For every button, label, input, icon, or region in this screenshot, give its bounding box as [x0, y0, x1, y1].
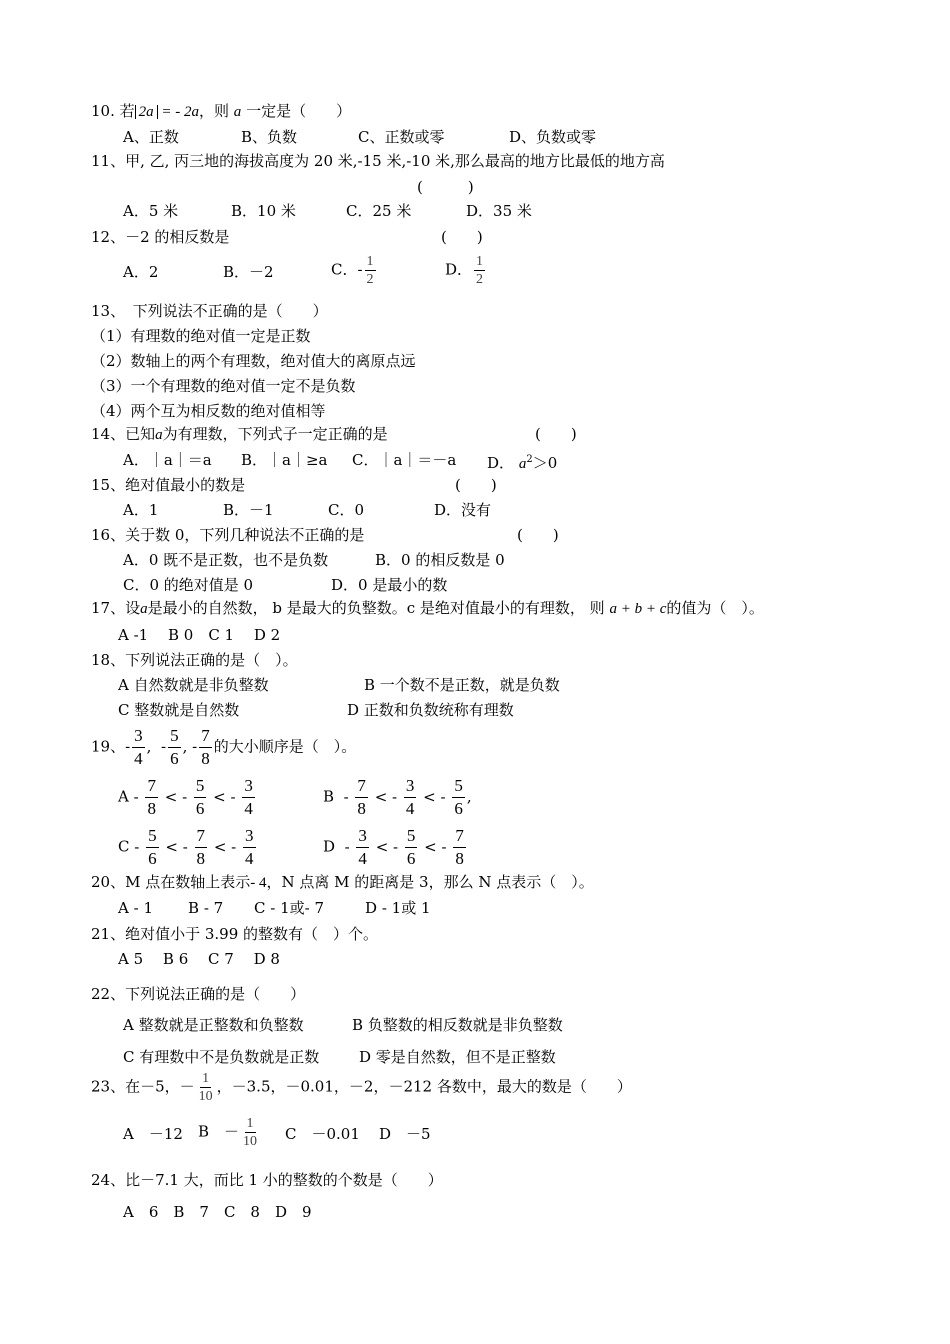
- fraction-numerator: 7: [453, 825, 466, 848]
- q20-option-a-value: - 1: [133, 899, 154, 917]
- q10-option-d: D、负数或零: [509, 128, 597, 146]
- fraction-denominator: 6: [406, 849, 416, 868]
- q20-option-b-value: - 7: [203, 899, 224, 917]
- q19-option-b: B - $\frac{7}{8}$ < - $\frac{3}{4}$ < - $\frac{5}{6}$ ,: [323, 776, 472, 818]
- q21-options: A 5 B 6 C 7 D 8: [118, 950, 280, 968]
- question-14: [91, 425, 388, 444]
- q10-equation: = - 2: [157, 104, 192, 120]
- q14-suffix: 为有理数，下列式子一定正确的是: [162, 425, 388, 443]
- fraction: [168, 725, 181, 770]
- question-19: 19、- $\frac{3}{4}$ , - $\frac{5}{6}$ , - $\frac{7}{8}$ 的大小顺序是（ ）。: [91, 726, 357, 768]
- fraction: [242, 775, 255, 820]
- question-23: [91, 1070, 632, 1105]
- q17-prefix: 17、设: [91, 599, 141, 617]
- q22-option-d: D 零是自然数，但不是正整数: [359, 1048, 556, 1066]
- q19-option-c-label: C: [118, 837, 130, 856]
- q10-option-c: C、正数或零: [358, 128, 445, 146]
- fraction-denominator: 10: [198, 1089, 213, 1104]
- fraction: [405, 825, 418, 870]
- fraction: [146, 825, 159, 870]
- fraction-denominator: 8: [201, 749, 210, 768]
- q18-option-b: B 一个数不是正数，就是负数: [364, 676, 560, 694]
- q20-option-d: [365, 899, 431, 917]
- q10-suffix: 一定是（ ）: [241, 102, 352, 120]
- q15-option-c: C．0: [328, 501, 365, 519]
- q20-option-c: [254, 899, 324, 917]
- q14-var: a: [155, 427, 163, 443]
- q14-option-d: [487, 451, 557, 473]
- q19-option-c: [118, 825, 258, 870]
- fraction-denominator: 4: [134, 749, 143, 768]
- q23-option-b-label: B －: [198, 1122, 240, 1141]
- q14-prefix: 14、已知: [91, 425, 156, 443]
- exponent: 2: [526, 454, 533, 465]
- q10-var: a: [191, 104, 199, 120]
- q14-answer-paren: ( ): [535, 425, 577, 443]
- fraction-denominator: 2: [366, 272, 374, 287]
- fraction: [365, 253, 376, 288]
- fraction-numerator: 3: [404, 775, 417, 798]
- question-11: 11、甲, 乙, 丙三地的海拔高度为 20 米,-15 米,-10 米,那么最高的地方比最低的地方高: [91, 152, 665, 170]
- q13-statement-1: （1）有理数的绝对值一定是正数: [91, 327, 311, 345]
- fraction-denominator: 6: [454, 799, 463, 818]
- q19-option-d-label: D: [323, 837, 336, 856]
- q20-prefix: 20、M 点在数轴上表示: [91, 873, 251, 891]
- fraction-denominator: 6: [148, 849, 157, 868]
- q16-option-c: C．0 的绝对值是 0: [123, 576, 254, 594]
- q12-option-c-label: C．-: [331, 260, 363, 279]
- q20-option-d-label: D: [365, 899, 378, 917]
- q23-option-b: [198, 1115, 261, 1150]
- q23-option-a: A －12: [123, 1125, 183, 1143]
- q19-option-a: [118, 775, 257, 820]
- q11-option-b: B．10 米: [231, 202, 296, 220]
- question-24: 24、比－7.1 大，而比 1 小的整数的个数是（ ）: [91, 1171, 443, 1189]
- question-17: [91, 599, 764, 618]
- q14-option-d-tail: ＞0: [532, 454, 558, 472]
- fraction-denominator: 4: [245, 849, 254, 868]
- fraction-denominator: 6: [195, 799, 205, 818]
- q12-option-c: [331, 253, 378, 288]
- q20-option-b: [188, 899, 223, 917]
- q17-var: a: [140, 601, 148, 617]
- q12-option-d: [445, 253, 487, 288]
- question-16: 16、关于数 0，下列几种说法不正确的是: [91, 526, 365, 544]
- fraction-denominator: 10: [243, 1134, 258, 1149]
- q20-option-a-label: A: [118, 899, 129, 917]
- q14-option-a: A．｜a｜＝a: [123, 451, 212, 469]
- fraction: [195, 825, 208, 870]
- q12-option-b: B．－2: [223, 263, 274, 281]
- fraction: [474, 253, 485, 288]
- q11-option-c: C．25 米: [346, 202, 412, 220]
- fraction: [199, 725, 212, 770]
- fraction: [132, 725, 145, 770]
- q20-option-d-or: 或 1: [401, 899, 431, 917]
- fraction-numerator: 3: [243, 825, 256, 848]
- q17-options: A -1 B 0 C 1 D 2: [118, 626, 281, 644]
- fraction-denominator: 4: [244, 799, 253, 818]
- fraction: [145, 775, 158, 820]
- q13-statement-3: （3）一个有理数的绝对值一定不是负数: [91, 377, 356, 395]
- q11-option-d: D．35 米: [466, 202, 532, 220]
- question-12: 12、－2 的相反数是: [91, 228, 230, 246]
- q20-option-c-or: 或: [289, 899, 305, 917]
- q14-option-d-label: D．: [487, 454, 515, 472]
- q19-option-b-label: B: [323, 787, 335, 806]
- q14-option-d-var: a: [518, 456, 527, 472]
- question-20: [91, 873, 594, 892]
- fraction-numerator: 1: [366, 254, 374, 269]
- q18-option-c: C 整数就是自然数: [118, 701, 240, 719]
- q23-option-d: D －5: [379, 1125, 431, 1143]
- q13-statement-2: （2）数轴上的两个有理数，绝对值大的离原点远: [91, 352, 416, 370]
- q17-suffix: 的值为（ ）。: [666, 599, 764, 617]
- q10-mid: ，则: [199, 102, 230, 120]
- fraction: [243, 825, 256, 870]
- question-22: 22、下列说法正确的是（ ）: [91, 985, 306, 1003]
- fraction-numerator: 7: [355, 775, 368, 798]
- fraction-denominator: 2: [476, 272, 484, 287]
- q19-option-d: [323, 825, 468, 870]
- q18-option-a: A 自然数就是非负整数: [118, 676, 269, 694]
- q23-suffix: ，－3.5，－0.01，－2，－212 各数中，最大的数是（ ）: [216, 1077, 632, 1096]
- q15-answer-paren: ( ): [455, 476, 497, 494]
- fraction: [241, 1115, 259, 1150]
- fraction: [355, 775, 368, 820]
- q12-option-d-label: D．: [445, 260, 473, 279]
- q20-option-a: [118, 899, 153, 917]
- fraction-numerator: 7: [145, 775, 158, 798]
- fraction-numerator: 5: [146, 825, 159, 848]
- q16-option-d: D．0 是最小的数: [331, 576, 448, 594]
- fraction: [404, 775, 417, 820]
- fraction-numerator: 3: [242, 775, 255, 798]
- abs-expression: 2a: [135, 105, 158, 119]
- q14-option-c: C．｜a｜＝－a: [352, 451, 457, 469]
- fraction-denominator: 8: [196, 849, 206, 868]
- q24-options: A 6 B 7 C 8 D 9: [123, 1203, 312, 1221]
- q18-option-d: D 正数和负数统称有理数: [347, 701, 514, 719]
- q23-prefix: 23、在－5，－: [91, 1077, 195, 1096]
- fraction-chain: - $\frac{7}{8}$ < - $\frac{3}{4}$ < - $\frac{5}{6}$: [338, 776, 463, 818]
- fraction: [356, 825, 369, 870]
- fraction-denominator: 8: [147, 799, 156, 818]
- fraction-denominator: 8: [455, 849, 464, 868]
- fraction: [453, 825, 466, 870]
- question-15: 15、绝对值最小的数是: [91, 476, 246, 494]
- q16-option-b: B．0 的相反数是 0: [375, 551, 505, 569]
- q10-option-a: A、正数: [123, 128, 179, 146]
- q12-option-a: A．2: [123, 263, 159, 281]
- fraction: [194, 775, 207, 820]
- fraction: [452, 775, 465, 820]
- q20-value: - 4: [250, 875, 267, 891]
- fraction-numerator: 3: [132, 725, 145, 748]
- question-10: [91, 102, 351, 121]
- fraction-numerator: 1: [246, 1116, 254, 1131]
- q19-suffix: 的大小顺序是（ ）。: [213, 737, 357, 756]
- q17-mid: 是最小的自然数， b 是最大的负整数。c 是绝对值最小的有理数， 则: [147, 599, 605, 617]
- q22-option-a: A 整数就是正整数和负整数: [123, 1016, 304, 1034]
- q14-option-b: B．｜a｜≥a: [241, 451, 328, 469]
- fraction-denominator: 6: [170, 749, 179, 768]
- q19-option-a-label: A: [118, 787, 129, 806]
- q20-option-c-label: C: [254, 899, 266, 917]
- question-13: 13、 下列说法不正确的是（ ）: [91, 302, 328, 320]
- fraction-chain: - $\frac{3}{4}$ < - $\frac{5}{6}$ < - $\frac{7}{8}$: [339, 826, 464, 868]
- q15-option-b: B．－1: [223, 501, 274, 519]
- fraction-numerator: 5: [194, 775, 207, 798]
- q12-answer-paren: ( ): [441, 228, 483, 246]
- fraction-denominator: 4: [358, 849, 367, 868]
- q16-option-a: A．0 既不是正数，也不是负数: [123, 551, 329, 569]
- fraction-chain: - $\frac{7}{8}$ < - $\frac{5}{6}$ < - $\frac{3}{4}$: [128, 776, 253, 818]
- q20-option-c-value1: - 1: [270, 899, 290, 917]
- q20-option-b-label: B: [188, 899, 200, 917]
- q16-answer-paren: ( ): [517, 526, 559, 544]
- fraction-numerator: 5: [405, 825, 418, 848]
- q10-option-b: B、负数: [241, 128, 298, 146]
- q15-option-a: A．1: [123, 501, 159, 519]
- q20-option-c-value2: - 7: [304, 899, 325, 917]
- fraction-numerator: 3: [356, 825, 369, 848]
- q23-option-c: C －0.01: [285, 1125, 360, 1143]
- q11-answer-paren: ( ): [417, 178, 474, 196]
- fraction-numerator: 5: [452, 775, 465, 798]
- fraction-numerator: 5: [168, 725, 181, 748]
- q10-prefix: 10. 若: [91, 102, 135, 120]
- q13-statement-4: （4）两个互为相反数的绝对值相等: [91, 402, 326, 420]
- q15-option-d: D．没有: [434, 501, 492, 519]
- q17-expression: a + b + c: [609, 601, 667, 617]
- fraction-numerator: 1: [476, 254, 484, 269]
- fraction-chain: - $\frac{5}{6}$ < - $\frac{7}{8}$ < - $\frac{3}{4}$: [129, 826, 254, 868]
- fraction-denominator: 8: [357, 799, 366, 818]
- fraction-numerator: 7: [195, 825, 208, 848]
- q20-suffix: ，N 点离 M 的距离是 3，那么 N 点表示（ ）。: [266, 873, 594, 891]
- question-18: 18、下列说法正确的是（ ）。: [91, 651, 298, 669]
- fraction: [197, 1070, 215, 1105]
- q22-option-b: B 负整数的相反数就是非负整数: [352, 1016, 563, 1034]
- fraction-numerator: 7: [199, 725, 212, 748]
- fraction-denominator: 4: [405, 799, 415, 818]
- q10-var2: a: [233, 104, 242, 120]
- q22-option-c: C 有理数中不是负数就是正数: [123, 1048, 320, 1066]
- q11-option-a: A．5 米: [123, 202, 179, 220]
- question-21: 21、绝对值小于 3.99 的整数有（ ）个。: [91, 925, 379, 943]
- q20-option-d-value: - 1: [381, 899, 402, 917]
- q19-prefix: 19、: [91, 737, 126, 756]
- fraction-numerator: 1: [202, 1071, 210, 1086]
